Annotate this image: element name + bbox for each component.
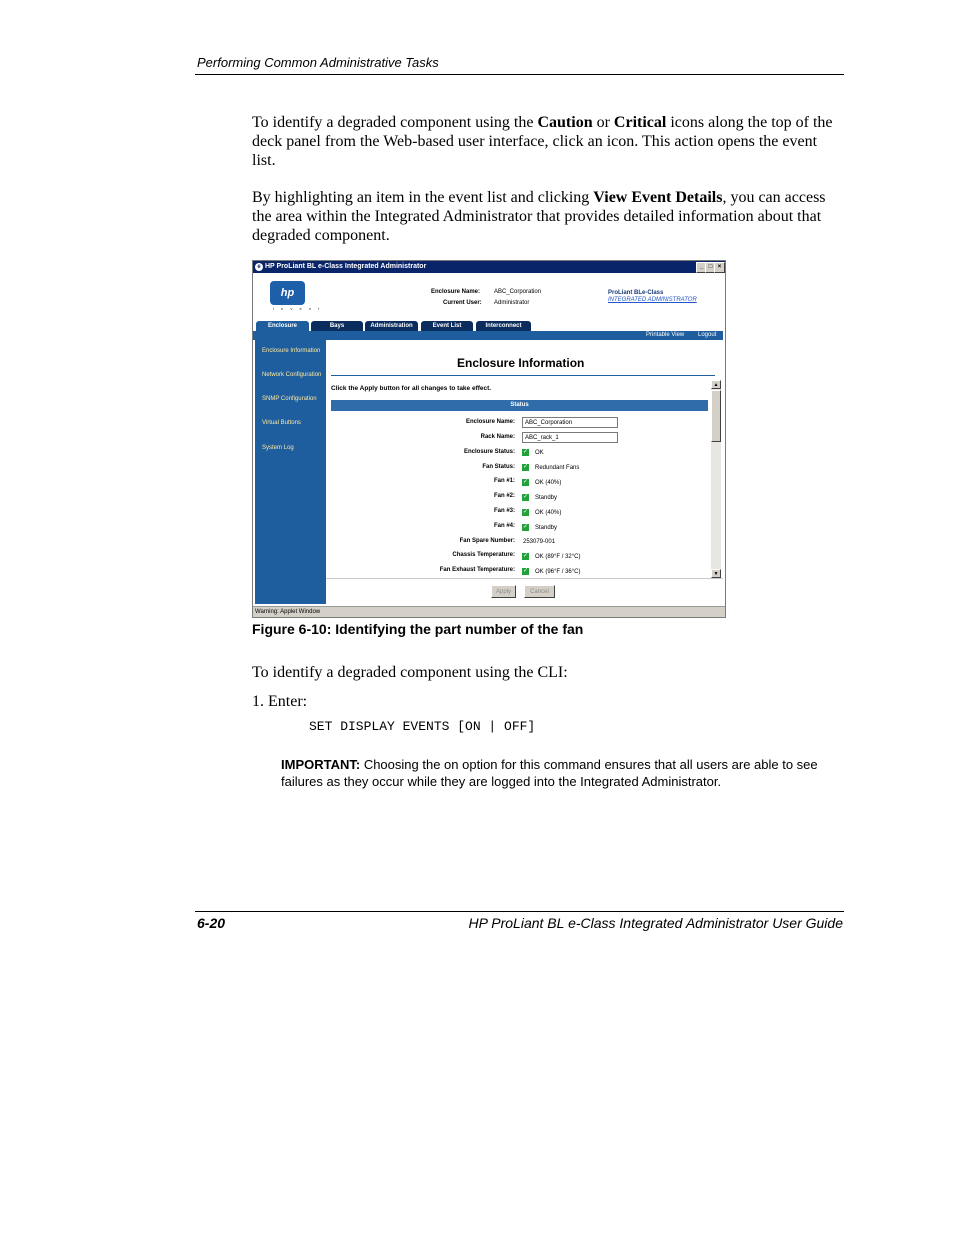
ok-check-icon: ✓	[522, 524, 529, 530]
maximize-icon[interactable]: □	[705, 262, 716, 273]
content-title: Enclosure Information	[457, 356, 585, 370]
sidebar-item-system-log[interactable]: System Log	[262, 445, 294, 451]
nav-tabs	[253, 321, 725, 331]
footer-title: HP ProLiant BL e-Class Integrated Administrator User Guide	[468, 915, 843, 931]
product-brand: ProLiant BLe-Class	[608, 290, 664, 296]
field-value: Standby	[535, 495, 558, 501]
tab-administration[interactable]: Administration	[365, 321, 418, 331]
field-value: OK	[535, 450, 544, 456]
ok-check-icon: ✓	[522, 464, 529, 470]
important-text: Choosing the on option for this command ensures that all users are able to see failures as they occur while they are logged into the Integrated Administrator.	[281, 757, 818, 789]
sidebar-item-enclosure-information[interactable]: Enclosure Information	[262, 348, 321, 354]
field-label: Enclosure Status:	[463, 449, 515, 455]
embedded-screenshot-window	[252, 260, 726, 618]
important-note	[281, 756, 846, 790]
window-title: HP ProLiant BL e-Class Integrated Administrator	[265, 263, 427, 270]
field-label: Fan #1:	[493, 478, 515, 484]
window-titlebar	[253, 261, 725, 273]
field-label: Fan Spare Number:	[459, 538, 515, 544]
field-label: Fan #3:	[493, 508, 515, 514]
ok-check-icon: ✓	[522, 449, 529, 455]
sidebar-item-virtual-buttons[interactable]: Virtual Buttons	[262, 420, 301, 426]
logout-link[interactable]: Logout	[698, 332, 717, 338]
ok-check-icon: ✓	[522, 494, 529, 500]
status-section-header: Status	[331, 400, 708, 411]
current-user-value: Administrator	[494, 300, 530, 306]
printable-view-link[interactable]: Printable View	[646, 332, 685, 338]
enclosure-name-label: Enclosure Name:	[431, 289, 481, 295]
figure-caption: Figure 6-10: Identifying the part number of the fan	[252, 621, 584, 637]
close-icon[interactable]: ×	[714, 262, 725, 273]
paragraph-caution-critical: To identify a degraded component using the Caution or Critical icons along the top of the deck panel from the Web-based user interface, click an icon. This action opens the event list.	[252, 114, 833, 169]
tab-bays[interactable]: Bays	[311, 321, 363, 331]
important-label: IMPORTANT:	[281, 757, 361, 772]
paragraph-view-event-details: By highlighting an item in the event list and clicking View Event Details, you can access the area within the Integrated Administrator that provides detailed information about that degraded component.	[252, 189, 826, 244]
field-label: Fan #4:	[493, 523, 515, 529]
title-rule	[331, 375, 715, 376]
field-label: Chassis Temperature:	[452, 552, 515, 558]
hp-invent-tagline: i n v e n t	[273, 306, 323, 311]
ok-check-icon: ✓	[522, 553, 529, 559]
content-scrollbar[interactable]	[711, 380, 721, 578]
current-user-label: Current User:	[443, 300, 482, 306]
ok-check-icon: ✓	[522, 479, 529, 485]
field-value: Redundant Fans	[535, 465, 580, 471]
sidebar-item-snmp-configuration[interactable]: SNMP Configuration	[262, 396, 317, 402]
hp-logo: hp	[270, 281, 305, 305]
field-label: Fan Exhaust Temperature:	[439, 567, 515, 573]
scroll-down-icon[interactable]: ▼	[711, 569, 721, 578]
scroll-up-icon[interactable]: ▲	[711, 380, 721, 389]
applet-status-line: Warning: Applet Window	[253, 606, 726, 618]
enclosure-name-value: ABC_Corporation	[494, 289, 542, 295]
cli-command: SET DISPLAY EVENTS [ON | OFF]	[309, 719, 536, 734]
tab-event-list[interactable]: Event List	[421, 321, 473, 331]
tab-interconnect[interactable]: Interconnect	[476, 321, 531, 331]
sidebar-item-network-configuration[interactable]: Network Configuration	[262, 372, 322, 378]
field-value: OK (96°F / 36°C)	[535, 569, 581, 575]
ok-check-icon: ✓	[522, 509, 529, 515]
browser-icon: e	[255, 263, 263, 271]
field-label: Enclosure Name:	[465, 419, 515, 425]
apply-note: Click the Apply button for all changes to take effect.	[331, 385, 492, 392]
enclosure-name-input[interactable]: ABC_Corporation	[522, 417, 618, 428]
field-label: Rack Name:	[480, 434, 515, 440]
footer-rule	[195, 911, 844, 912]
rack-name-input[interactable]: ABC_rack_1	[522, 432, 618, 443]
field-value: OK (89°F / 32°C)	[535, 554, 581, 560]
apply-button[interactable]: Apply	[491, 585, 516, 598]
scroll-thumb[interactable]	[711, 390, 721, 442]
minimize-icon[interactable]: _	[696, 262, 707, 273]
field-value: Standby	[535, 525, 558, 531]
ok-check-icon: ✓	[522, 568, 529, 574]
field-value: OK (40%)	[535, 510, 562, 516]
field-value: OK (40%)	[535, 480, 562, 486]
fan-spare-number-value: 253079-001	[523, 539, 556, 545]
page-number: 6-20	[197, 915, 226, 931]
tab-enclosure[interactable]: Enclosure	[256, 321, 309, 335]
paragraph-cli: To identify a degraded component using the CLI:	[252, 664, 568, 681]
product-subbrand: INTEGRATED ADMINISTRATOR	[608, 297, 697, 303]
content-separator	[326, 578, 723, 579]
header-rule	[195, 74, 844, 75]
cancel-button[interactable]: Cancel	[524, 585, 555, 598]
running-header: Performing Common Administrative Tasks	[197, 55, 439, 70]
step-1: 1. Enter:	[252, 693, 308, 710]
field-label: Fan Status:	[482, 464, 515, 470]
sidebar	[255, 340, 326, 604]
field-label: Fan #2:	[493, 493, 515, 499]
